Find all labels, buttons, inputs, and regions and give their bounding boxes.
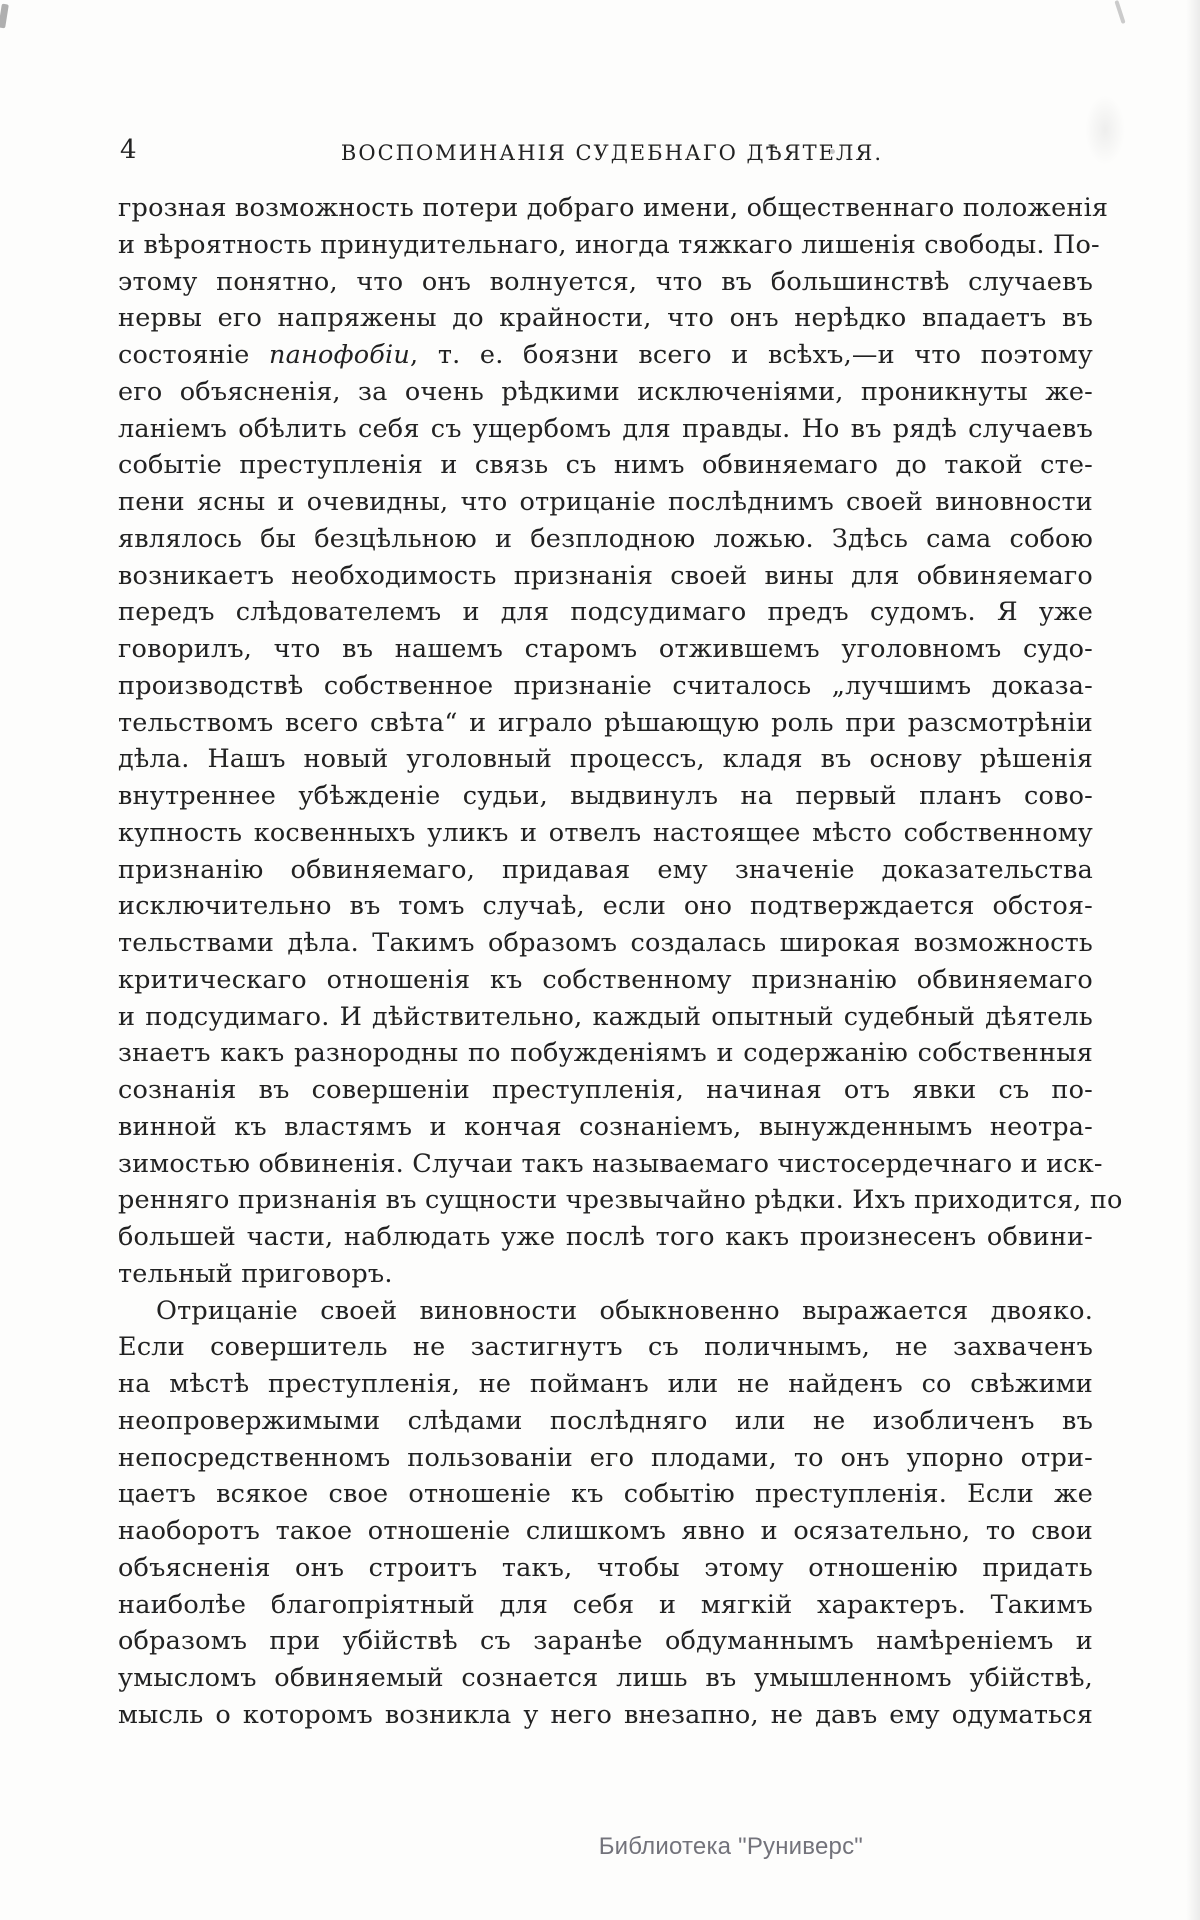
text-line: купность косвенныхъ уликъ и отвелъ настоящее мѣсто собственному [118, 817, 1093, 848]
text-line: Если совершитель не застигнутъ съ поличнымъ, не захваченъ [118, 1332, 1093, 1363]
text-line: тельствомъ всего свѣта“ и играло рѣшающую роль при разсмотрѣніи [118, 707, 1093, 738]
scan-smudge-right-margin [1085, 95, 1125, 165]
text-line-with-italic [118, 337, 1093, 374]
text-line: большей части, наблюдать уже послѣ того какъ произнесенъ обвини- [118, 1222, 1093, 1252]
text-line: неопровержимыми слѣдами послѣдняго или не изобличенъ въ [118, 1405, 1093, 1436]
text-line: нервы его напряжены до крайности, что онъ нерѣдко впадаетъ въ [118, 303, 1093, 334]
text-line: ланіемъ обѣлить себя съ ущербомъ для правды. Но въ рядѣ случаевъ [118, 413, 1093, 444]
text-line: пени ясны и очевидны, что отрицаніе послѣднимъ своей виновности [118, 487, 1093, 517]
paragraph-last-line: тельный приговоръ. [118, 1258, 393, 1289]
text-line: винной къ властямъ и кончая сознаніемъ, вынужденнымъ неотра- [118, 1111, 1093, 1142]
text-line: непосредственномъ пользованіи его плодами, то онъ упорно отри- [118, 1442, 1093, 1473]
text-line: говорилъ, что въ нашемъ старомъ отжившемъ уголовномъ судо- [118, 634, 1093, 664]
text-line: знаетъ какъ разнородны по побужденіямъ и содержанію собственныя [118, 1038, 1093, 1069]
text-line: исключительно въ томъ случаѣ, если оно подтверждается обстоя- [118, 891, 1093, 922]
text-line: его объясненія, за очень рѣдкими исключеніями, проникнуты же- [118, 376, 1093, 407]
text-line: объясненія онъ строитъ такъ, чтобы этому отношенію придать [118, 1552, 1093, 1583]
text-line: этому понятно, что онъ волнуется, что въ большинствѣ случаевъ [118, 266, 1093, 297]
text-line: зимостью обвиненія. Случаи такъ называемаго чистосердечнаго и иск- [118, 1148, 1103, 1179]
body-text [118, 190, 1123, 1734]
text-segment: состояніе [118, 340, 269, 370]
text-line: дѣла. Нашъ новый уголовный процессъ, кладя въ основу рѣшенія [118, 744, 1093, 775]
text-line: наиболѣе благопріятный для себя и мягкій характеръ. Такимъ [118, 1589, 1093, 1620]
text-line: признанію обвиняемаго, придавая ему значеніе доказательства [118, 854, 1093, 885]
text-line: событіе преступленія и связь съ нимъ обвиняемаго до такой сте- [118, 450, 1093, 481]
text-line: возникаетъ необходимость признанія своей вины для обвиняемаго [118, 560, 1093, 591]
text-line: внутреннее убѣжденіе судьи, выдвинулъ на первый планъ сово- [118, 781, 1093, 811]
text-line: и подсудимаго. И дѣйствительно, каждый опытный судебный дѣятель [118, 1001, 1093, 1032]
text-line: передъ слѣдователемъ и для подсудимаго предъ судомъ. Я уже [118, 597, 1093, 628]
running-title: ВОСПОМИНАНІЯ СУДЕБНАГО ДѢЯТЕЛЯ. [340, 141, 884, 165]
paragraph-first-line: Отрицаніе своей виновности обыкновенно выражается двояко. [156, 1295, 1093, 1326]
text-line: умысломъ обвиняемый сознается лишь въ умышленномъ убійствѣ, [118, 1663, 1093, 1693]
text-line: производствѣ собственное признаніе считалось „лучшимъ доказа- [118, 670, 1093, 701]
text-line: сознанія въ совершеніи преступленія, начиная отъ явки съ по- [118, 1075, 1093, 1105]
text-line: являлось бы безцѣльною и безплодною ложью. Здѣсь сама собою [118, 523, 1093, 554]
scan-speck-top-right [1114, 0, 1125, 24]
text-line: ренняго признанія въ сущности чрезвычайно рѣдки. Ихъ приходится, по [118, 1185, 1123, 1216]
text-line: и вѣроятность принудительнаго, иногда тяжкаго лишенія свободы. По- [118, 229, 1100, 260]
text-line: мысль о которомъ возникла у него внезапно, не давъ ему одуматься [118, 1699, 1093, 1730]
text-line: на мѣстѣ преступленія, не пойманъ или не найденъ со свѣжими [118, 1369, 1093, 1399]
library-watermark: Библиотека "Руниверс" [598, 1833, 863, 1860]
page-number: 4 [120, 135, 137, 165]
text-segment: , т. е. боязни всего и всѣхъ,—и что поэтому [410, 340, 1094, 370]
text-line: критическаго отношенія къ собственному признанію обвиняемаго [118, 964, 1093, 995]
italic-term-panophobia: панофобіи [269, 340, 411, 370]
page-edge-shadow [1186, 0, 1200, 1920]
text-line: тельствами дѣла. Такимъ образомъ создалась широкая возможность [118, 928, 1093, 958]
text-line: образомъ при убійствѣ съ заранѣе обдуманнымъ намѣреніемъ и [118, 1626, 1093, 1657]
text-line: цаетъ всякое свое отношеніе къ событію преступленія. Если же [118, 1479, 1093, 1510]
text-line: наоборотъ такое отношеніе слишкомъ явно и осязательно, то свои [118, 1516, 1093, 1546]
scan-speck-top-left [0, 4, 9, 29]
text-line: грозная возможность потери добраго имени, общественнаго положенія [118, 193, 1109, 223]
